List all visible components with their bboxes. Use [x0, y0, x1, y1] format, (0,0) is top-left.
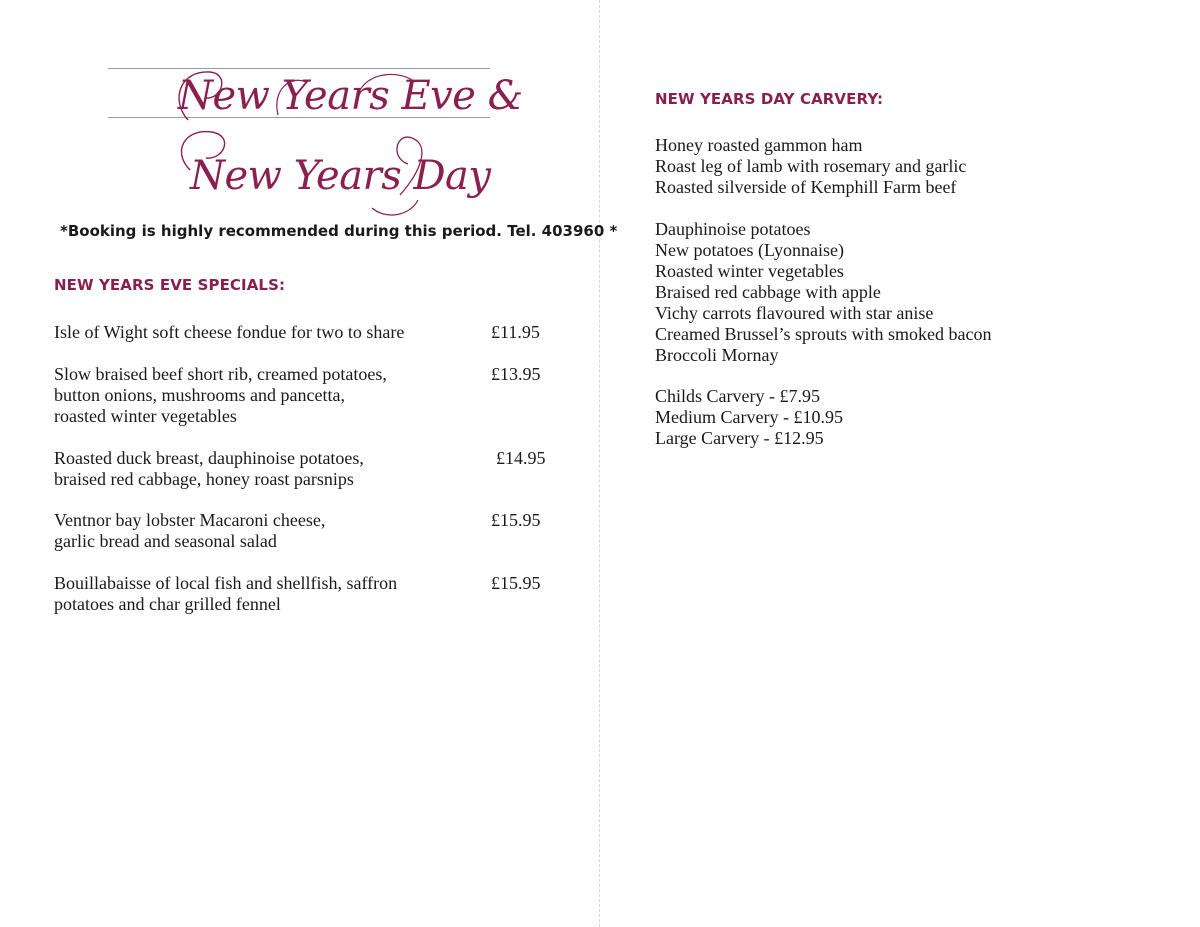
- new-years-day-heading: NEW YEARS DAY CARVERY:: [655, 90, 884, 108]
- title-line-new-years-day: New Years Day: [190, 153, 491, 199]
- booking-note: *Booking is highly recommended during this period. Tel. 403960 *: [60, 222, 618, 240]
- dish-line: braised red cabbage, honey roast parsnips: [54, 469, 354, 489]
- dish-line: Roasted duck breast, dauphinoise potatoes,: [54, 448, 364, 468]
- dish-price: £11.95: [491, 322, 540, 342]
- dish-line: Ventnor bay lobster Macaroni cheese,: [54, 510, 326, 530]
- list-item: Creamed Brussel’s sprouts with smoked bacon: [655, 324, 992, 344]
- list-item: Vichy carrots flavoured with star anise: [655, 303, 934, 323]
- dish-line: Bouillabaisse of local fish and shellfish, saffron: [54, 573, 398, 593]
- dish-price: £15.95: [491, 573, 541, 593]
- carvery-sides-list: [655, 219, 991, 366]
- carvery-price: Childs Carvery - £7.95: [655, 386, 820, 406]
- carvery-price: Large Carvery - £12.95: [655, 428, 824, 448]
- carvery-prices-list: [655, 386, 843, 449]
- dish-item: [54, 448, 554, 490]
- dish-line: Slow braised beef short rib, creamed potatoes,: [54, 364, 387, 384]
- list-item: Braised red cabbage with apple: [655, 282, 881, 302]
- dish-price: £14.95: [496, 448, 546, 468]
- dish-price: £13.95: [491, 364, 541, 384]
- list-item: Honey roasted gammon ham: [655, 135, 863, 155]
- list-item: New potatoes (Lyonnaise): [655, 240, 844, 260]
- list-item: Broccoli Mornay: [655, 345, 779, 365]
- dish-item: [54, 322, 554, 343]
- dish-line: button onions, mushrooms and pancetta,: [54, 385, 345, 405]
- list-item: Dauphinoise potatoes: [655, 219, 811, 239]
- dish-line: potatoes and char grilled fennel: [54, 594, 281, 614]
- title-line-new-years-eve: New Years Eve &: [178, 73, 523, 119]
- dish-item: [54, 364, 554, 427]
- dish-price: £15.95: [491, 510, 541, 530]
- dish-line: garlic bread and seasonal salad: [54, 531, 277, 551]
- new-years-eve-heading: NEW YEARS EVE SPECIALS:: [54, 276, 286, 294]
- carvery-meats-list: [655, 135, 966, 198]
- dish-item: [54, 510, 554, 552]
- right-page: [600, 0, 1200, 927]
- dish-line: Isle of Wight soft cheese fondue for two to share: [54, 322, 405, 342]
- list-item: Roast leg of lamb with rosemary and garlic: [655, 156, 967, 176]
- dish-line: roasted winter vegetables: [54, 406, 237, 426]
- list-item: Roasted winter vegetables: [655, 261, 844, 281]
- carvery-price: Medium Carvery - £10.95: [655, 407, 843, 427]
- list-item: Roasted silverside of Kemphill Farm beef: [655, 177, 957, 197]
- dish-item: [54, 573, 554, 615]
